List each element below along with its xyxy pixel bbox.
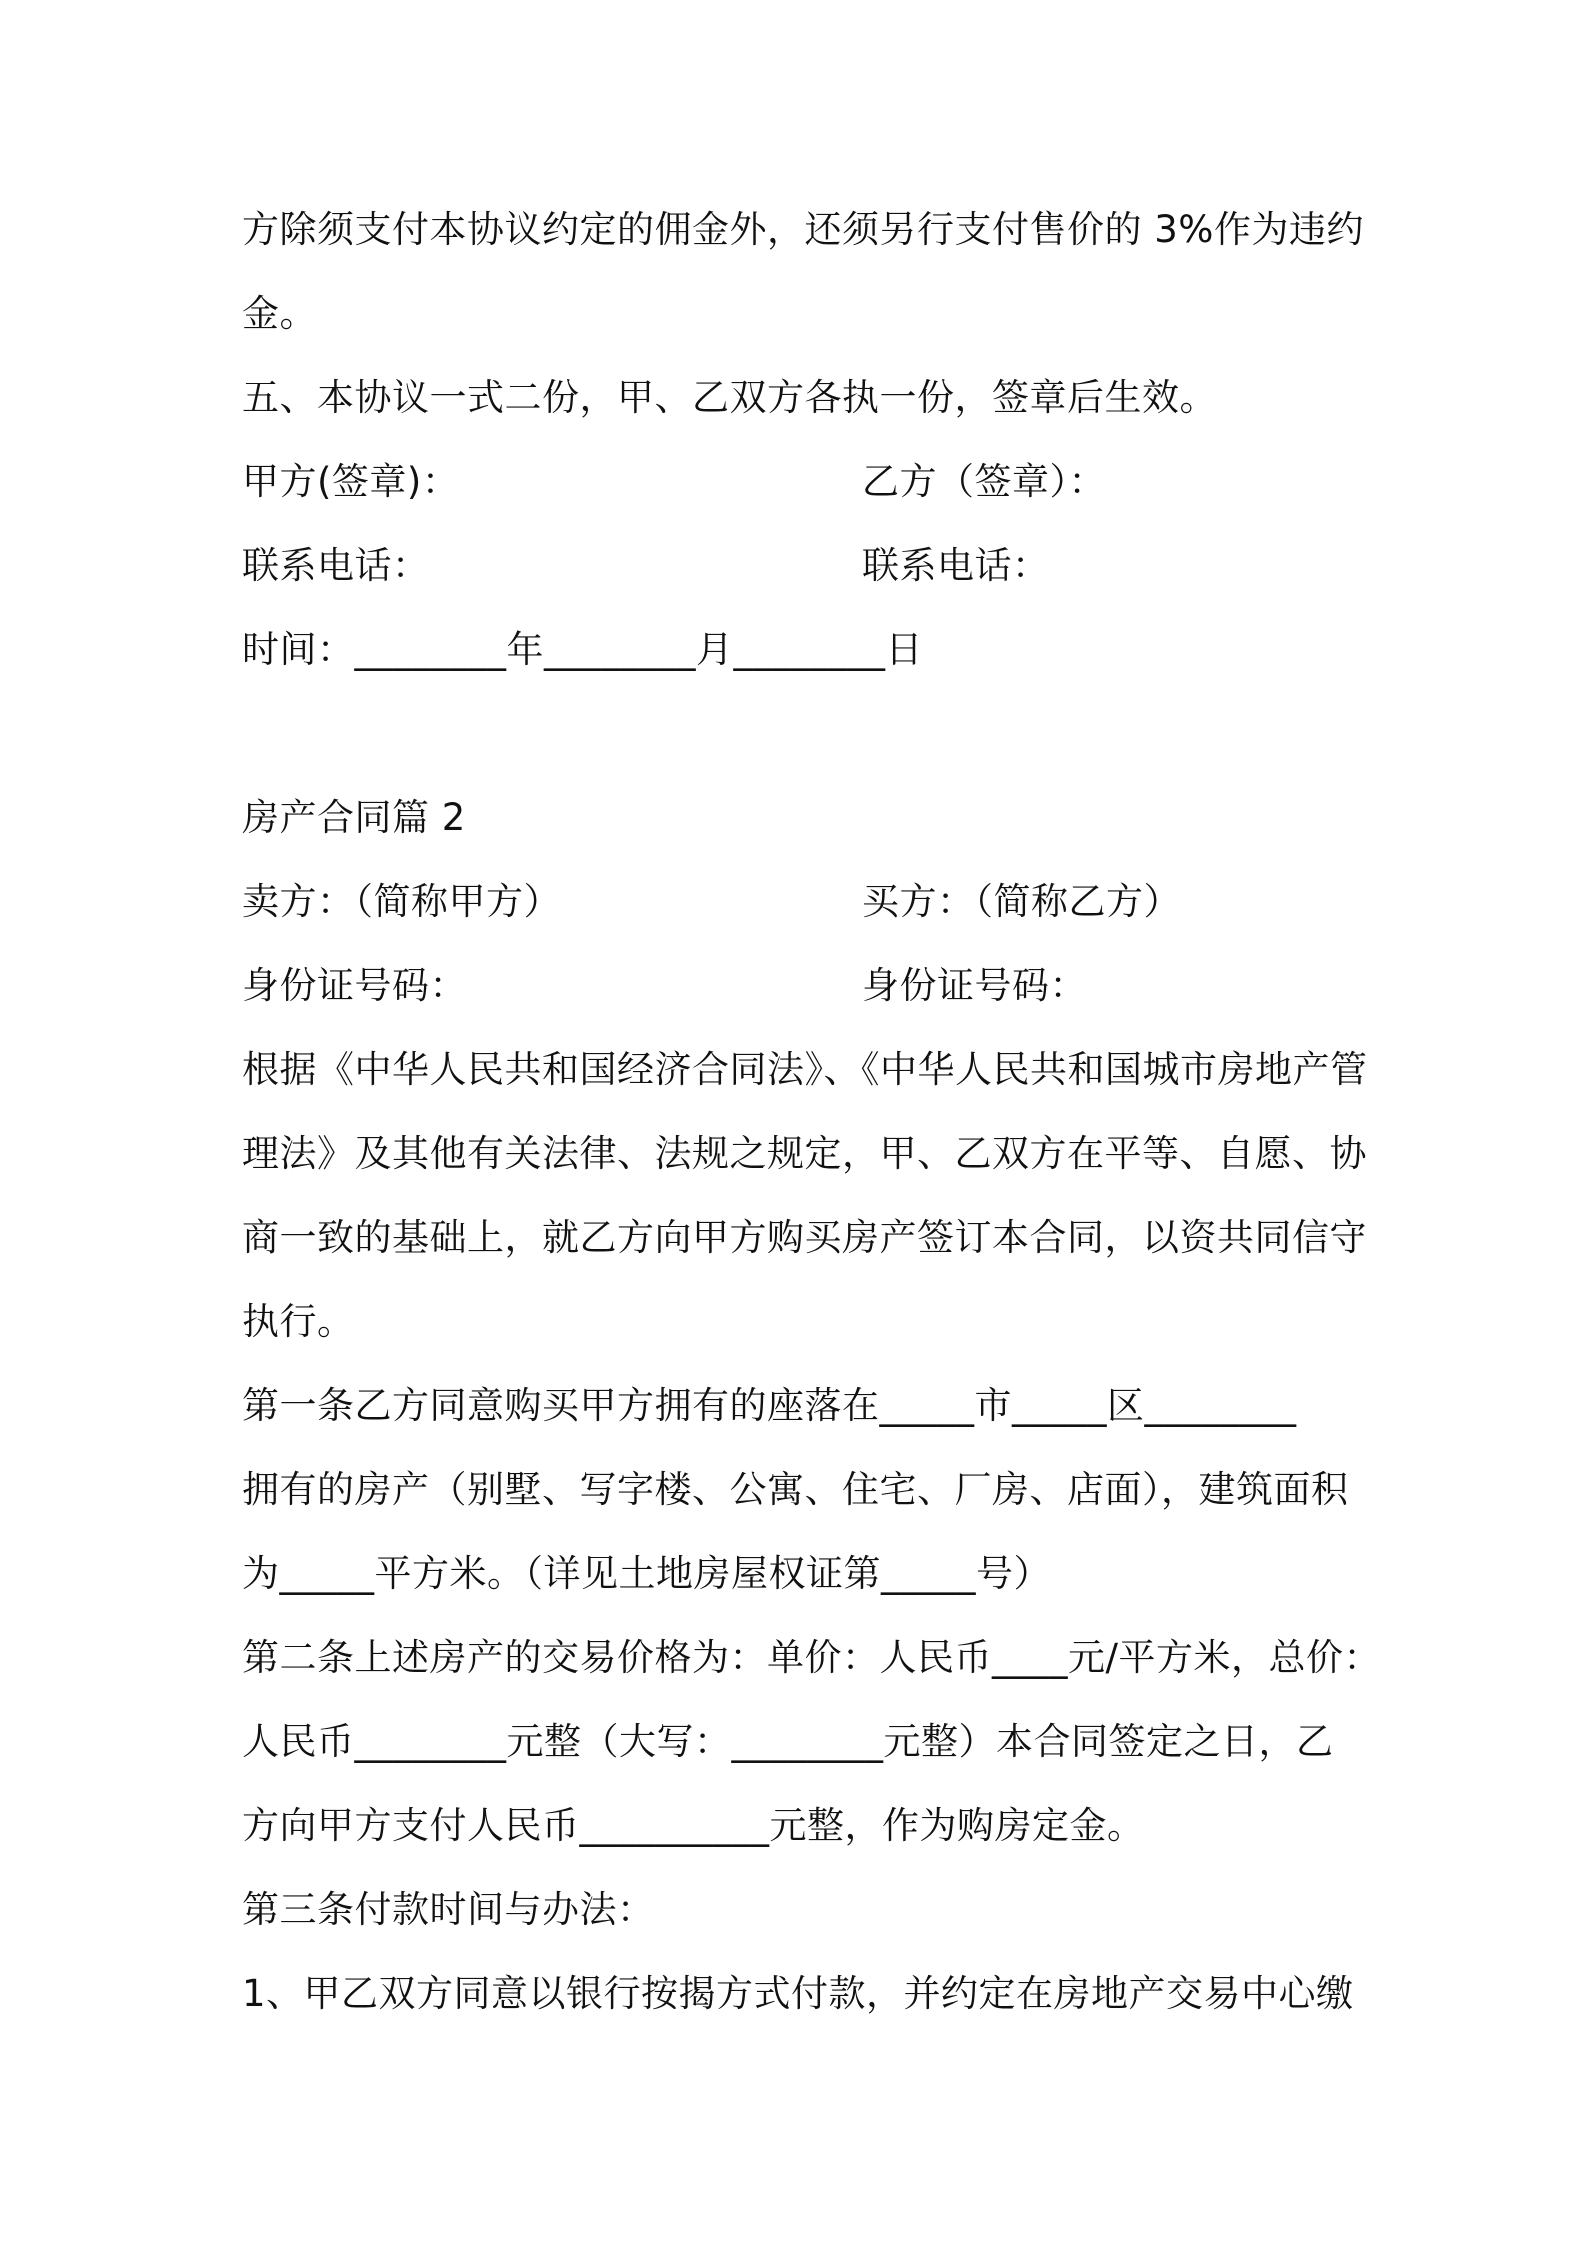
party-a-signature-label: 甲方(签章)： — [242, 460, 460, 503]
article-2-line: 第二条上述房产的交易价格为：单价：人民币____元/平方米，总价： — [242, 1636, 1381, 1679]
seller-id-label: 身份证号码： — [242, 964, 467, 1007]
paragraph-line: 执行。 — [242, 1300, 355, 1343]
clause-text: 方除须支付本协议约定的佣金外，还须另行支付售价的 3%作为违约 — [242, 208, 1364, 251]
seller-label: 卖方：（简称甲方） — [242, 880, 561, 923]
article-1-line: 为_____平方米。（详见土地房屋权证第_____号） — [242, 1552, 1051, 1595]
article-3-item: 1、甲乙双方同意以银行按揭方式付款，并约定在房地产交易中心缴 — [242, 1972, 1354, 2015]
date-line: 时间：________年________月________日 — [242, 628, 923, 671]
party-b-signature-label: 乙方（签章）： — [862, 460, 1106, 503]
clause-text: 金。 — [242, 292, 317, 335]
phone-row — [242, 544, 1362, 588]
article-1-line: 第一条乙方同意购买甲方拥有的座落在_____市_____区________ — [242, 1384, 1297, 1427]
article-2-line: 方向甲方支付人民币__________元整，作为购房定金。 — [242, 1804, 1145, 1847]
party-a-phone-label: 联系电话： — [242, 544, 430, 587]
article-3-heading: 第三条付款时间与办法： — [242, 1888, 655, 1931]
id-number-row — [242, 964, 1362, 1008]
paragraph-line: 理法》及其他有关法律、法规之规定，甲、乙双方在平等、自愿、协 — [242, 1132, 1367, 1175]
article-2-line: 人民币________元整（大写：________元整）本合同签定之日，乙 — [242, 1720, 1334, 1763]
section-heading: 房产合同篇 2 — [242, 796, 466, 839]
signature-row — [242, 460, 1362, 504]
buyer-id-label: 身份证号码： — [862, 964, 1087, 1007]
article-1-line: 拥有的房产（别墅、写字楼、公寓、住宅、厂房、店面），建筑面积 — [242, 1468, 1349, 1511]
paragraph-line: 商一致的基础上，就乙方向甲方购买房产签订本合同，以资共同信守 — [242, 1216, 1367, 1259]
party-b-phone-label: 联系电话： — [862, 544, 1050, 587]
buyer-label: 买方：（简称乙方） — [862, 880, 1181, 923]
clause-text: 五、本协议一式二份，甲、乙双方各执一份，签章后生效。 — [242, 376, 1217, 419]
paragraph-line: 根据《中华人民共和国经济合同法》、《中华人民共和国城市房地产管 — [242, 1048, 1368, 1091]
parties-row — [242, 880, 1362, 924]
